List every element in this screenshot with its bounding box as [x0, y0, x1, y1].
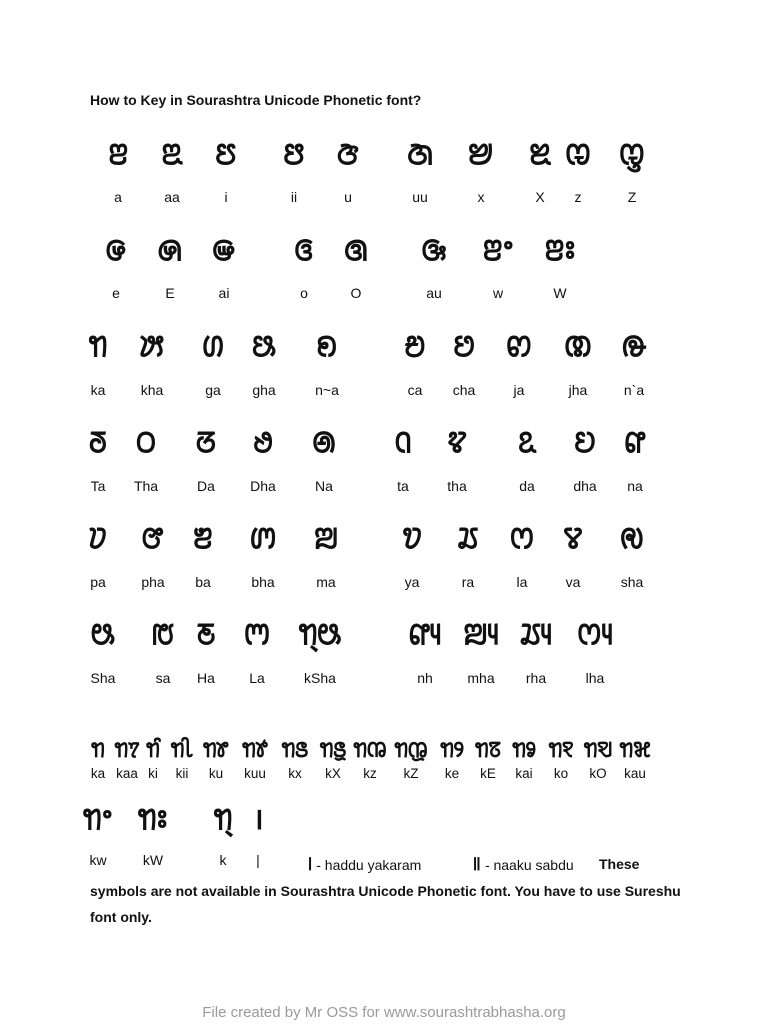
haddu-yakaram-symbol: ꣎	[308, 854, 313, 875]
sourashtra-glyph: ꢝ	[136, 425, 156, 460]
glyph-key-label: Sha	[90, 670, 116, 686]
sourashtra-glyph: ꢜ	[88, 425, 108, 460]
sourashtra-glyph: ꢧ	[142, 521, 164, 556]
sourashtra-glyph: ꢙ	[506, 329, 532, 364]
glyph-key-label: ca	[407, 382, 423, 398]
sourashtra-glyph: ꢈ	[468, 137, 494, 172]
sourashtra-glyph: ꢍ	[157, 233, 183, 268]
sourashtra-glyph: ꢮ	[563, 521, 583, 556]
sourashtra-glyph: ꢨ	[193, 521, 213, 556]
glyph-key-label: pha	[141, 574, 165, 590]
glyph-key-label: gha	[252, 382, 276, 398]
sourashtra-glyph: ꢅ	[283, 137, 305, 172]
glyph-key-label: kX	[325, 766, 341, 781]
glyph-key-label: bha	[251, 574, 275, 590]
sourashtra-glyph: ꢑ	[421, 233, 447, 268]
glyph-key-label: lha	[585, 670, 605, 686]
glyph-key-label: na	[627, 478, 643, 494]
glyph-key-label: kai	[515, 766, 533, 781]
glyph-key-label: Z	[627, 189, 637, 205]
glyph-key-label: uu	[412, 189, 428, 205]
glyph-key-label: Na	[315, 478, 333, 494]
page-title: How to Key in Sourashtra Unicode Phonetic font?	[90, 92, 422, 108]
sourashtra-glyph: ꢌ	[105, 233, 127, 268]
glyph-key-label: ra	[461, 574, 475, 590]
font-note: These symbols are not available in Sourashtra Unicode Phonetic font. You have to use Sureshu font only.	[90, 856, 681, 925]
glyph-key-label: i	[224, 189, 228, 205]
glyph-key-label: |	[256, 852, 260, 868]
glyph-key-label: k	[219, 852, 227, 868]
sourashtra-glyph: ꢯ	[620, 521, 644, 556]
sourashtra-glyph: ꢒꢻ	[319, 738, 347, 763]
sourashtra-glyph: ꢒꢀ	[83, 802, 113, 837]
sourashtra-glyph: ꢪꢴ	[463, 617, 499, 652]
sourashtra-glyph: ꢤ	[574, 425, 596, 460]
glyph-key-label: ii	[290, 189, 298, 205]
sourashtra-glyph: ꢒ	[88, 329, 108, 364]
sourashtra-glyph: ꢒꣀ	[512, 738, 536, 763]
glyph-key-label: pa	[90, 574, 106, 590]
sourashtra-glyph: ꢇ	[407, 137, 433, 172]
glyph-key-label: ma	[316, 574, 336, 590]
glyph-key-label: ya	[404, 574, 420, 590]
sourashtra-glyph: ꢣ	[518, 425, 536, 460]
sourashtra-glyph: ꢒꢷ	[170, 738, 194, 763]
page-footer: File created by Mr OSS for www.sourashtrabhasha.org	[202, 1004, 566, 1021]
glyph-key-label: kii	[175, 766, 189, 781]
glyph-key-label: kz	[363, 766, 377, 781]
glyph-key-label: z	[574, 189, 582, 205]
glyph-key-label: va	[565, 574, 581, 590]
glyph-key-label: au	[426, 285, 442, 301]
glyph-key-label: n~a	[315, 382, 339, 398]
naaku-sabdu-symbol: ꣏	[473, 854, 482, 875]
sourashtra-glyph: ꢚ	[564, 329, 592, 364]
glyph-key-label: cha	[452, 382, 476, 398]
sourashtra-glyph: ꢒꢺ	[281, 738, 309, 763]
sourashtra-glyph: ꢔ	[201, 329, 225, 364]
sourashtra-glyph: ꢂꢁ	[543, 233, 577, 268]
sourashtra-glyph: ꢲ	[196, 617, 216, 652]
sourashtra-glyph: ꢕ	[252, 329, 276, 364]
glyph-key-label: dha	[573, 478, 597, 494]
sourashtra-glyph: ꢓ	[139, 329, 165, 364]
sourashtra-glyph: ꢒꢹ	[242, 738, 268, 763]
sourashtra-glyph: ꢏ	[294, 233, 314, 268]
sourashtra-glyph: ꢒ	[91, 738, 105, 763]
glyph-key-label: Ha	[197, 670, 215, 686]
glyph-key-label: aa	[164, 189, 180, 205]
glyph-key-label: rha	[525, 670, 547, 686]
glyph-key-label: Tha	[133, 478, 159, 494]
sourashtra-glyph: ꢎ	[212, 233, 236, 268]
glyph-key-label: ke	[444, 766, 460, 781]
glyph-key-label: kau	[624, 766, 646, 781]
sourashtra-glyph: ꢥꢴ	[408, 617, 442, 652]
glyph-key-label: kE	[480, 766, 496, 781]
glyph-key-label: ba	[195, 574, 211, 590]
glyph-key-label: tha	[447, 478, 467, 494]
sourashtra-glyph: ꢪ	[314, 521, 338, 556]
glyph-key-label: sa	[155, 670, 171, 686]
sourashtra-glyph: ꢟ	[252, 425, 274, 460]
glyph-key-label: kha	[140, 382, 164, 398]
glyph-key-label: W	[553, 285, 567, 301]
sourashtra-glyph: ꢒꢵ	[114, 738, 140, 763]
glyph-key-label: kO	[589, 766, 607, 781]
glyph-key-label: X	[535, 189, 545, 205]
glyph-key-label: u	[344, 189, 352, 205]
glyph-key-label: la	[516, 574, 528, 590]
sourashtra-glyph: ꢒꢾ	[440, 738, 464, 763]
sourashtra-glyph: ꢒ꣄ꢰ	[298, 617, 342, 652]
sourashtra-glyph: ꢐ	[343, 233, 369, 268]
sourashtra-glyph: ꢋ	[619, 137, 645, 172]
sourashtra-glyph: ꢒ꣄	[213, 802, 233, 837]
glyph-key-label: jha	[568, 382, 588, 398]
sourashtra-glyph: ꢖ	[316, 329, 338, 364]
sourashtra-glyph: ꢛ	[621, 329, 647, 364]
sourashtra-glyph: ꢒꢿ	[474, 738, 502, 763]
glyph-key-label: ki	[148, 766, 158, 781]
glyph-key-label: La	[249, 670, 265, 686]
sourashtra-glyph: ꢳ	[244, 617, 270, 652]
sourashtra-glyph: ꢒꢁ	[137, 802, 169, 837]
glyph-key-label: sha	[620, 574, 644, 590]
glyph-key-label: ko	[553, 766, 569, 781]
glyph-key-label: kW	[142, 852, 164, 868]
sourashtra-glyph: ꢬ	[457, 521, 479, 556]
sourashtra-glyph: ꢒꢽ	[394, 738, 428, 763]
glyph-key-label: da	[519, 478, 535, 494]
sourashtra-glyph: ꢦ	[89, 521, 107, 556]
glyph-key-label: x	[477, 189, 485, 205]
sourashtra-glyph: ꢭꢴ	[577, 617, 613, 652]
sourashtra-glyph: ꢘ	[453, 329, 475, 364]
glyph-key-label: e	[112, 285, 120, 301]
sourashtra-glyph: ꢥ	[624, 425, 646, 460]
glyph-key-label: a	[114, 189, 122, 205]
sourashtra-glyph: ꢒꣂ	[583, 738, 613, 763]
sourashtra-glyph: ꢞ	[196, 425, 216, 460]
glyph-key-label: kSha	[304, 670, 336, 686]
glyph-key-label: kx	[288, 766, 302, 781]
glyph-key-label: kaa	[116, 766, 138, 781]
sourashtra-glyph: ꢩ	[250, 521, 276, 556]
glyph-key-label: ja	[513, 382, 525, 398]
sourashtra-glyph: ꢄ	[215, 137, 237, 172]
naaku-sabdu-label: - naaku sabdu	[484, 857, 574, 873]
sourashtra-glyph: ꢒꢸ	[203, 738, 229, 763]
glyph-key-label: ta	[397, 478, 409, 494]
glyph-key-label: ku	[208, 766, 224, 781]
sourashtra-glyph: ꢆ	[337, 137, 359, 172]
glyph-key-label: nh	[417, 670, 433, 686]
glyph-key-label: w	[492, 285, 504, 301]
sourashtra-glyph: ꢉ	[529, 137, 551, 172]
sourashtra-glyph: ꢂꢀ	[482, 233, 514, 268]
sourashtra-glyph: ꢡ	[394, 425, 412, 460]
sourashtra-glyph: ꢰ	[91, 617, 115, 652]
sourashtra-glyph: ꢃ	[161, 137, 183, 172]
sourashtra-glyph: ꢭ	[510, 521, 534, 556]
sourashtra-glyph: ꢒꣁ	[548, 738, 574, 763]
glyph-key-label: n`a	[623, 382, 645, 398]
glyph-key-label: ga	[205, 382, 221, 398]
sourashtra-glyph: ꢫ	[401, 521, 423, 556]
sourashtra-glyph: ꢒꢶ	[146, 738, 160, 763]
glyph-key-label: ka	[90, 766, 106, 781]
sourashtra-glyph: ꢱ	[152, 617, 174, 652]
sourashtra-glyph: ꢗ	[404, 329, 426, 364]
glyph-key-label: kuu	[244, 766, 266, 781]
glyph-key-label: ka	[90, 382, 106, 398]
glyph-key-label: o	[300, 285, 308, 301]
sourashtra-glyph: ꢠ	[312, 425, 336, 460]
haddu-yakaram-label: - haddu yakaram	[316, 857, 422, 873]
glyph-key-label: ai	[218, 285, 230, 301]
glyph-key-label: mha	[467, 670, 495, 686]
glyph-key-label: kZ	[403, 766, 419, 781]
glyph-key-label: Dha	[250, 478, 276, 494]
glyph-key-label: Da	[197, 478, 215, 494]
sourashtra-glyph: ꢒꢼ	[353, 738, 387, 763]
sourashtra-glyph: ꢒꣃ	[619, 738, 651, 763]
sourashtra-glyph: ꢂ	[107, 137, 129, 172]
sourashtra-glyph: ꢊ	[565, 137, 591, 172]
sourashtra-glyph: ꢬꢴ	[520, 617, 552, 652]
glyph-key-label: E	[165, 285, 175, 301]
sourashtra-glyph: ꢢ	[447, 425, 467, 460]
glyph-key-label: Ta	[90, 478, 106, 494]
glyph-key-label: kw	[89, 852, 107, 868]
sourashtra-glyph: ।	[252, 802, 264, 837]
glyph-key-label: O	[350, 285, 362, 301]
